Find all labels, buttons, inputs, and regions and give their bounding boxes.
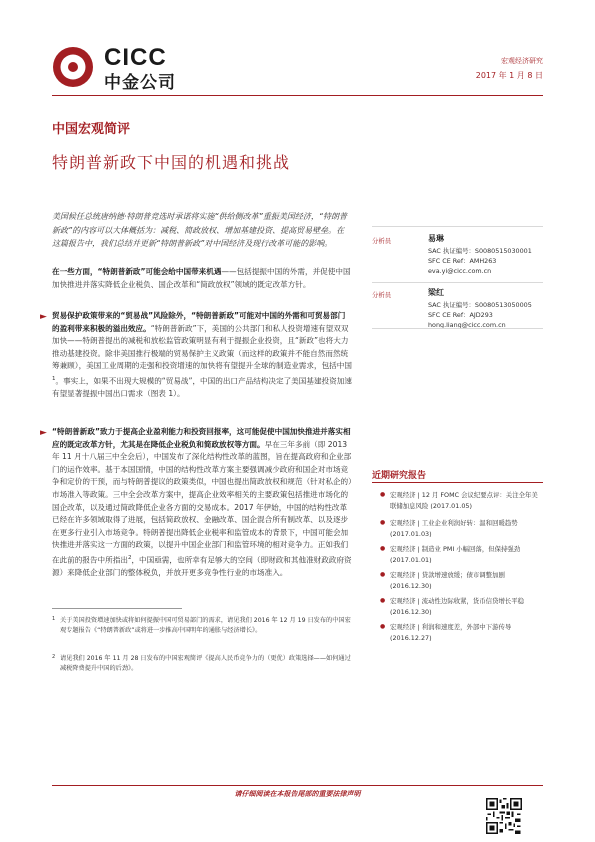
analyst-email[interactable]: eva.yi@cicc.com.cn (428, 267, 492, 275)
analyst-divider-bottom (372, 328, 543, 329)
footnote-number: 2 (52, 654, 56, 660)
bullet-dot-icon: ● (380, 545, 386, 552)
recent-report-item[interactable] (372, 518, 543, 542)
recent-report-item[interactable] (372, 622, 543, 646)
footnote-divider (52, 608, 182, 609)
analyst-email[interactable]: hong.liang@cicc.com.cn (428, 321, 506, 329)
analyst-role: 分析员 (372, 237, 392, 245)
recent-reports-divider (372, 482, 543, 483)
bullet-dot-icon: ● (380, 571, 386, 578)
bullet-dot-icon: ● (380, 597, 386, 604)
bullet-dot-icon: ● (380, 491, 386, 498)
report-summary: 美国候任总统唐纳德·特朗普竞选时承诺将实施“供给侧改革”重振美国经济，“特朗普新政”的内容可以大体概括为：减税、简政放权、增加基建投资、提高贸易壁垒。在这篇报告中，我们总结并更新“特朗普新政”对中国经济及现行改革可能的影响。 (52, 212, 347, 249)
analyst-sfc: SFC CE Ref：AJD293 (428, 311, 493, 319)
qr-code-icon (486, 798, 522, 834)
bullet-arrow-icon: ► (40, 428, 47, 438)
recent-report-text[interactable]: 宏观经济 | 工业企业利润好转：温和回暖趋势 (2017.01.03) (390, 519, 518, 538)
analyst-card (372, 234, 543, 278)
bullet-1-body-end: 。事实上，如果不出现大规模的“贸易战”，中国的出口产品结构决定了美国基建投资加速有望显著提振中国出口需求（图表 1）。 (52, 376, 352, 399)
bullet-dot-icon: ● (380, 519, 386, 526)
recent-report-text[interactable]: 宏观经济 | 制造业 PMI 小幅回落，但保持强劲 (2017.01.01) (390, 545, 521, 564)
footnote-text: 请见我们 2016 年 11 月 28 日发布的中国宏观简评《提高人民币竞争力的（更优）政策选择——如何通过减税降费提升中国的后劲》。 (60, 655, 351, 673)
report-series: 中国宏观简评 (52, 122, 131, 137)
bullet-2 (40, 426, 352, 580)
footnote-text: 关于美国投资增速加快或将如何提振中国可贸易部门的需求，请见我们 2016 年 12 月 19 日发布的中国宏观专题报告《“特朗普新政”或将进一步推高中国明年的通胀与经济增长》。 (60, 617, 351, 635)
bullet-arrow-icon: ► (40, 312, 47, 322)
logo-wordmark-cn: 中金公司 (104, 73, 176, 93)
recent-report-text[interactable]: 宏观经济 | 流动性边际收紧，货币信贷增长平稳 (2016.12.30) (390, 597, 525, 616)
legal-disclaimer-link[interactable]: 请仔细阅读在本报告尾部的重要法律声明 (234, 790, 361, 798)
report-category: 宏观经济研究 (501, 57, 543, 65)
recent-report-item[interactable] (372, 544, 543, 568)
recent-report-text[interactable]: 宏观经济 | 利润和速度差，外部中下游传导 (2016.12.27) (390, 623, 512, 642)
recent-report-item[interactable] (372, 490, 543, 514)
recent-report-text[interactable]: 宏观经济 | 12 月 FOMC 会议纪要点评：关注全年美联储加息风险 (2017.01.05) (390, 491, 538, 510)
header-divider (52, 95, 543, 96)
footnote-1 (52, 616, 352, 637)
analyst-sac: SAC 执证编号：S0080515030001 (428, 247, 532, 255)
analyst-name: 梁红 (428, 288, 444, 297)
footnote-ref-2[interactable]: 2 (127, 554, 132, 561)
bullet-2-body-end: ，中国亟需，也所幸有足够大的空间（即财政和其他准财政政府资源）来降低企业部门的整体税负，并放开更多竞争性行业的市场准入。 (52, 555, 352, 578)
logo-wordmark-en: CICC (104, 44, 167, 71)
bullet-1-body: “特朗普新政”下，美国的公共部门和私人投资增速有望双双加快——特朗普提出的减税和放松监管政策明显有利于提振企业投资，且“新政”也将大力推动基建投资。除非美国推行极端的贸易保护主义政策（而这样的政策并不能自然而然统筹兼顾），美国工业周期的走强和投资增速的加快将有望提升全球的制造业需求，包括中国 (52, 323, 352, 371)
analyst-card (372, 280, 543, 329)
analyst-sac: SAC 执证编号：S0080513050005 (428, 301, 532, 309)
analyst-sfc: SFC CE Ref：AMH263 (428, 257, 497, 265)
intro-body: ——包括提振中国的外需，并促使中国加快推进并落实降低企业税负、国企改革和“简政放权”领域的既定改革方针。 (52, 267, 351, 289)
recent-report-text[interactable]: 宏观经济 | 贷款增速放缓；债市调整加剧 (2016.12.30) (390, 571, 505, 590)
analyst-name: 易琳 (428, 234, 444, 243)
footnote-2 (52, 654, 352, 675)
bullet-2-body: 早在三年多前（即 2013 年 11 月十八届三中全会后），中国发布了深化结构性改革的蓝图，旨在提高政府和企业部门的运作效率。基于本国国情，中国的结构性改革方案主要强调减少政府和国企对市场竞争和定价的干预，而与特朗普提议的政策类似，中国也提出简政放权和规范（针对私企的）市场准入等政策。三中全会改革方案中，提高企业效率相关的主要政策包括推进市场化的国企改革，以及通过简政降低企业各方面的交易成本。2017 年伊始，中国的结构性改革已经在许多领域取得了进展，包括简政放权、金融改革、国企混合所有制改革、以及逐步在更多行业引入市场竞争。特朗普提出降低企业税率和监管成本的背景下，中国可能会加快推进并落实这一方面的政策，以提升中国企业部门和监管环境的相对竞争力。正如我们在此前的报告中所指出 (52, 439, 352, 565)
bullet-2-lead: “特朗普新政”致力于提高企业盈利能力和投资回报率，这可能促使中国加快推进并落实相应的既定改革方针，尤其是在降低企业税负和简政放权等方面。 (52, 427, 351, 449)
bullet-dot-icon: ● (380, 623, 386, 630)
recent-report-item[interactable] (372, 596, 543, 620)
recent-reports-heading: 近期研究报告 (372, 471, 427, 481)
footer-divider (52, 785, 543, 786)
footnote-number: 1 (52, 616, 56, 622)
report-title: 特朗普新政下中国的机遇和挑战 (52, 153, 291, 172)
recent-report-item[interactable] (372, 570, 543, 594)
intro-paragraph (52, 266, 352, 291)
report-date: 2017 年 1 月 8 日 (475, 71, 543, 80)
analyst-role: 分析员 (372, 291, 392, 299)
footnote-ref-1[interactable]: 1 (52, 375, 56, 382)
analyst-divider-top (372, 226, 543, 227)
bullet-1-lead: 贸易保护政策带来的“贸易战”风险除外，“特朗普新政”可能对中国的外需和可贸易部门的盈利带来积极的溢出效应。 (52, 311, 346, 333)
cicc-logo-icon (52, 46, 94, 88)
intro-lead: 在一些方面，“特朗普新政”可能会给中国带来机遇 (52, 267, 222, 276)
bullet-1 (40, 310, 352, 401)
